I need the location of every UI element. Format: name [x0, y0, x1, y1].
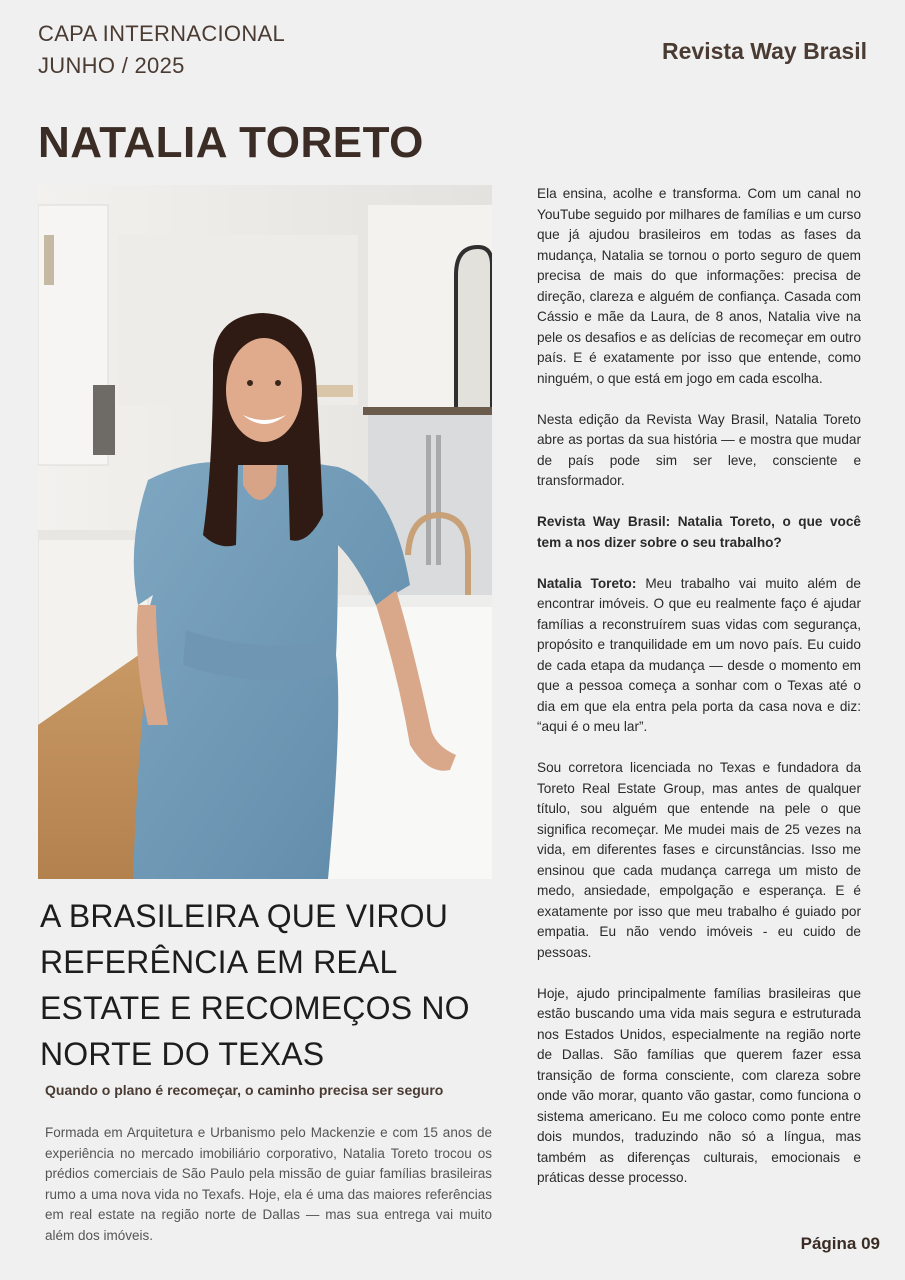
- article-paragraph: Sou corretora licenciada no Texas e fundadora da Toreto Real Estate Group, mas antes de qualquer título, sou alguém que entende na pele o que significa recomeçar. Me mudei mais de 25 vezes na vida, em diferentes fases e circunstâncias. Isso me ensinou que cada mudança carrega um misto de medo, ansiedade, empolgação e esperança. E é exatamente por isso que meu trabalho é guiado por empatia. Eu não vendo imóveis - eu cuido de pessoas.: [537, 760, 861, 960]
- speaker-label: Natalia Toreto:: [537, 575, 637, 591]
- interview-answer: [537, 574, 861, 738]
- answer-text: Meu trabalho vai muito além de encontrar imóveis. O que eu realmente faço é ajudar famílias a reconstruírem suas vidas com segurança, propósito e tranquilidade em um novo país. Eu cuido de cada etapa da mudança — desde o momento em que a pessoa começa a sonhar com o Texas até o dia em que ela entra pela porta da casa nova e diz: “aqui é o meu lar”.: [537, 575, 861, 734]
- cover-line-2: JUNHO / 2025: [38, 53, 185, 78]
- page-number: Página 09: [800, 1234, 880, 1253]
- headline: A BRASILEIRA QUE VIROU REFERÊNCIA EM REAL ESTATE E RECOMEÇOS NO NORTE DO TEXAS: [40, 898, 470, 1072]
- portrait-photo: [38, 185, 492, 879]
- article-paragraph: Hoje, ajudo principalmente famílias brasileiras que estão buscando uma vida mais segura e estruturada nos Estados Unidos, especialmente na região norte de Dallas. São famílias que querem fazer essa transição de forma consciente, com clareza sobre onde vão morar, quanto vão gastar, como funciona o sistema americano. Eu me coloco como ponte entre dois mundos, traduzindo não só a língua, mas também as diferenças culturais, emocionais e práticas desse processo.: [537, 985, 861, 1185]
- portrait-photo-icon: [38, 185, 492, 879]
- cover-line-1: CAPA INTERNACIONAL: [38, 21, 286, 46]
- article-paragraph: Nesta edição da Revista Way Brasil, Natalia Toreto abre as portas da sua história — e mostra que mudar de país pode sim ser leve, consciente e transformador.: [537, 411, 861, 488]
- cover-label: [38, 18, 285, 82]
- magazine-name: Revista Way Brasil: [662, 38, 867, 64]
- intro-paragraph: Formada em Arquitetura e Urbanismo pelo Mackenzie e com 15 anos de experiência no mercado imobiliário corporativo, Natalia Toreto trocou os prédios comerciais de São Paulo pela missão de guiar famílias brasileiras rumo a uma nova vida no Texafs. Hoje, ela é uma das maiores referências em real estate na região norte de Dallas — mas sua entrega vai muito além dos imóveis.: [45, 1125, 492, 1243]
- page-title: NATALIA TORETO: [38, 118, 424, 167]
- article-paragraph: Ela ensina, acolhe e transforma. Com um canal no YouTube seguido por milhares de famílias e um curso que já ajudou brasileiros em todas as fases da mudança, Natalia se tornou o porto seguro de quem precisa de mais do que informações: precisa de direção, clareza e alguém de confiança. Casada com Cássio e mãe da Laura, de 8 anos, Natalia vive na pele os desafios e as delícias de recomeçar em outro país. E é exatamente por isso que entende, como ninguém, o que está em jogo em cada escolha.: [537, 186, 861, 386]
- article-column: [537, 184, 861, 1209]
- interview-question: Revista Way Brasil: Natalia Toreto, o que você tem a nos dizer sobre o seu trabalho?: [537, 514, 861, 550]
- subheadline: Quando o plano é recomeçar, o caminho precisa ser seguro: [45, 1082, 444, 1098]
